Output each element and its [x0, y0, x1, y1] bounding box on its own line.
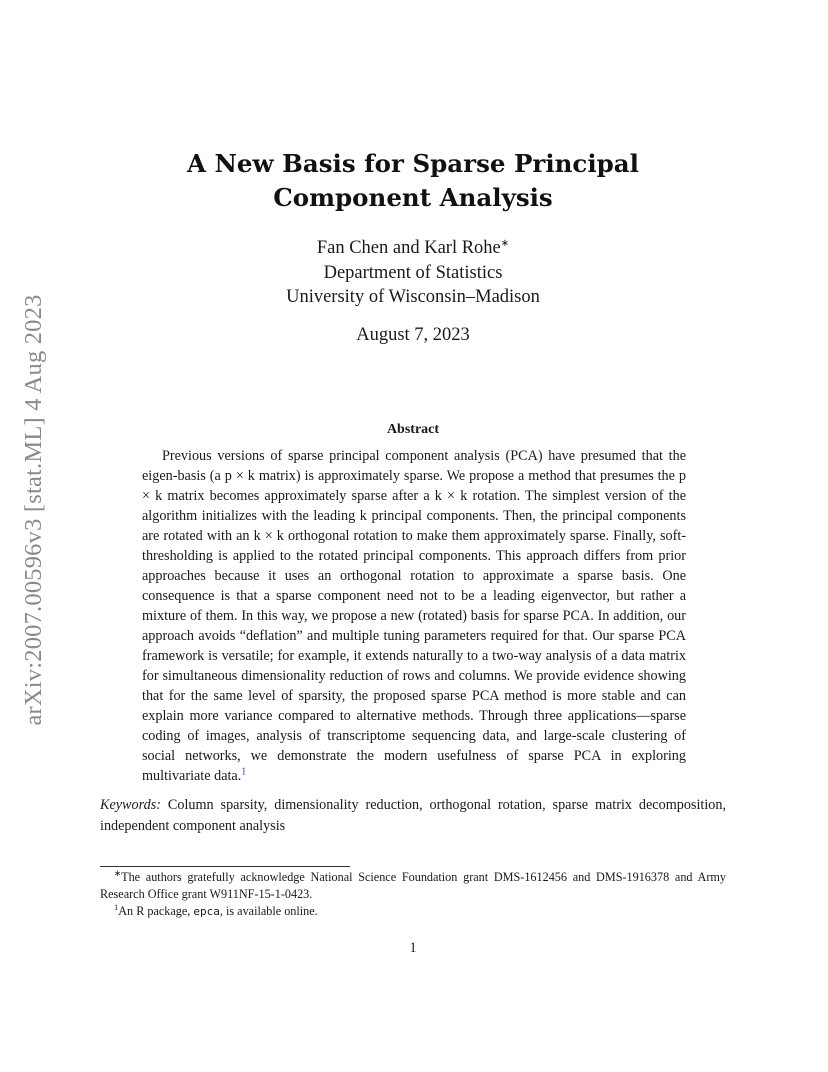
footnotes: [100, 869, 726, 920]
abstract-text: Previous versions of sparse principal component analysis (PCA) have presumed that the eigen-basis (a p × k matrix) is approximately sparse. We propose a method that presumes the p × k matrix becomes approximately sparse after a k × k rotation. The simplest version of the algorithm initializes with the leading k principal components. Then, the principal components are rotated with an k × k orthogonal rotation to make them approximately sparse. Finally, soft-thresholding is applied to the rotated principal components. This approach differs from prior approaches because it uses an orthogonal rotation to approximate a sparse basis. One consequence is that a sparse component need not to be a leading eigenvector, but rather a mixture of them. In this way, we propose a new (rotated) basis for sparse PCA. In addition, our approach avoids “deflation” and multiple tuning parameters required for that. Our sparse PCA framework is versatile; for example, it extends naturally to a two-way analysis of a data matrix for simultaneous dimensionality reduction of rows and columns. We provide evidence showing that for the same level of sparsity, the proposed sparse PCA method is more stable and can explain more variance compared to alternative methods. Through three applications—sparse coding of images, analysis of transcriptome sequencing data, and large-scale clustering of social networks, we demonstrate the modern usefulness of sparse PCA in exploring multivariate data.: [142, 448, 686, 784]
abstract-body: [142, 446, 686, 786]
keywords-text: Column sparsity, dimensionality reduction, orthogonal rotation, sparse matrix decomposition, independent component analysis: [100, 797, 726, 834]
abstract-heading: Abstract: [386, 422, 440, 437]
footnote-package: [100, 903, 726, 920]
author-footnote-mark[interactable]: ∗: [500, 237, 510, 249]
publication-date: August 7, 2023: [356, 325, 470, 345]
footnote-divider: [100, 866, 350, 867]
paper-title-line-2: Component Analysis: [273, 183, 553, 212]
abstract-footnote-link[interactable]: 1: [241, 766, 247, 778]
keywords: [100, 795, 726, 837]
paper-title: [100, 147, 726, 215]
page-number: 1: [409, 940, 417, 956]
author-names-text: Fan Chen and Karl Rohe: [316, 238, 501, 258]
author-names: [100, 238, 726, 259]
footnote-funding-text: The authors gratefully acknowledge National Science Foundation grant DMS-1612456 and DMS-1916378 and Army Research Office grant W911NF-15-1-0423.: [100, 870, 726, 901]
footnote-package-text-before: An R package,: [118, 904, 194, 918]
footnote-funding: [100, 869, 726, 903]
author-department: Department of Statistics: [323, 263, 503, 283]
package-name-code: epca: [193, 905, 220, 918]
footnote-funding-mark: ∗: [114, 867, 122, 878]
keywords-label: Keywords:: [100, 797, 161, 813]
footnote-package-mark: 1: [114, 901, 119, 912]
arxiv-identifier: arXiv:2007.00596v3 [stat.ML] 4 Aug 2023: [20, 294, 47, 726]
footnote-package-text-after: , is available online.: [219, 904, 318, 918]
author-university: University of Wisconsin–Madison: [286, 287, 540, 307]
paper-title-line-1: A New Basis for Sparse Principal: [187, 149, 639, 178]
